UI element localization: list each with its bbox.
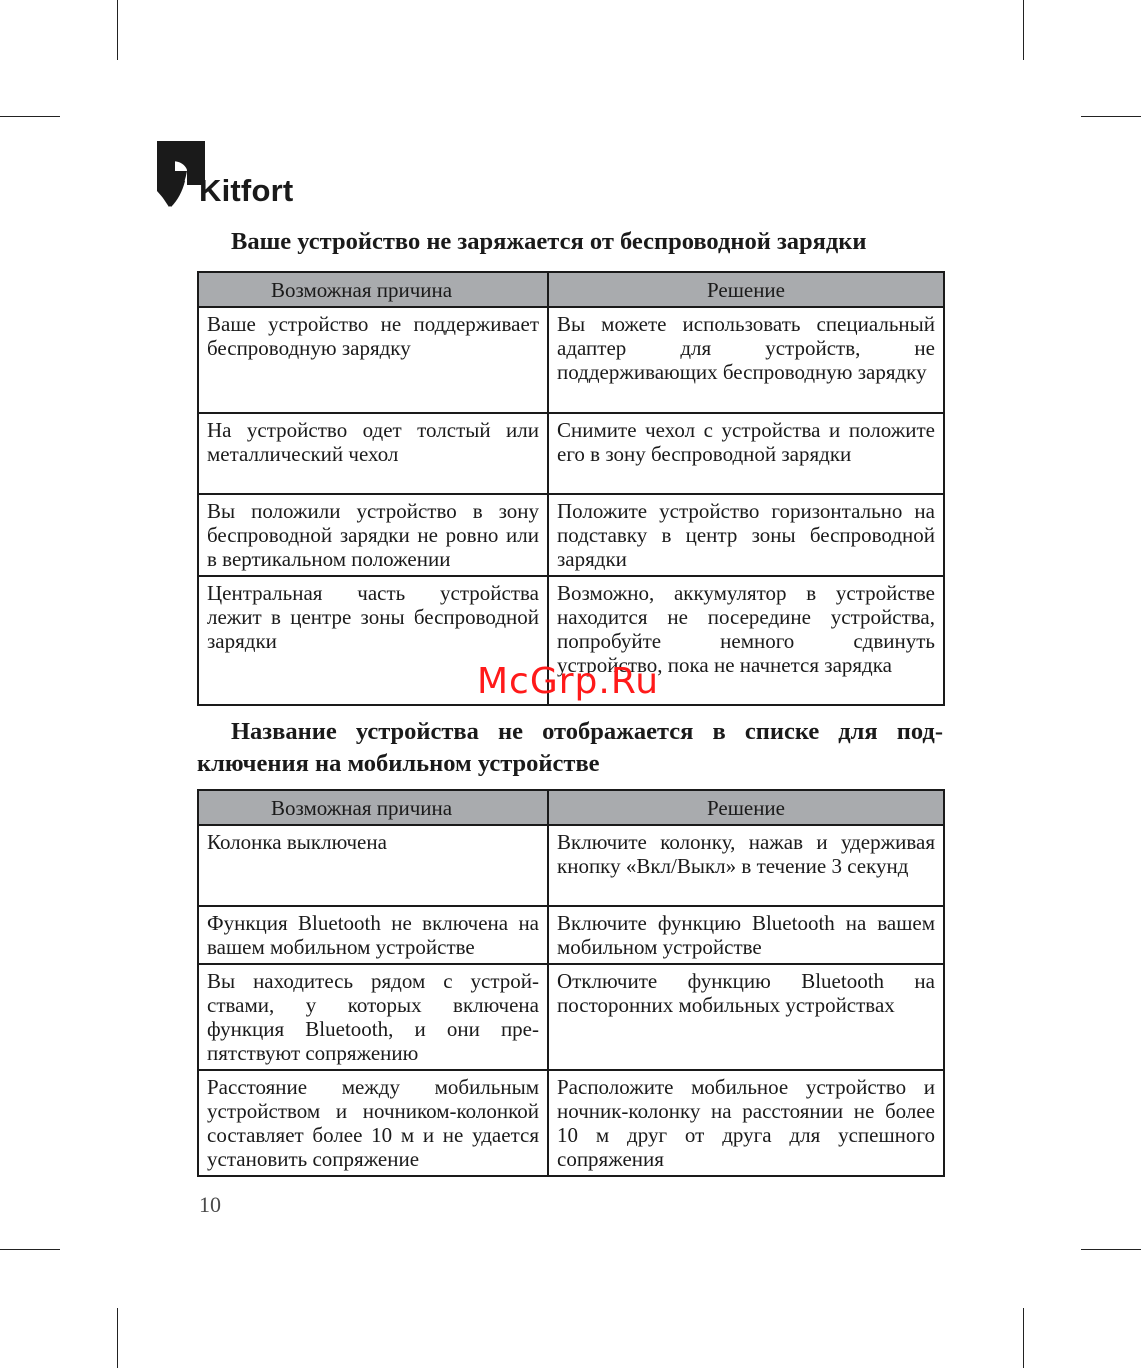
column-header-cause: Возможная причина — [198, 272, 548, 307]
solution-cell: Положите устройство горизонтально на подставку в центр зоны беспроводной зарядки — [548, 494, 944, 576]
crop-mark — [117, 1308, 118, 1368]
watermark: McGrp.Ru — [477, 661, 660, 702]
cause-cell: Центральная часть устройства лежит в центре зоны беспроводной зарядки — [198, 576, 548, 705]
section1-table — [197, 271, 945, 706]
table-header-row — [198, 790, 944, 825]
cause-cell: Ваше устройство не поддерживает беспроводную зарядку — [198, 307, 548, 413]
solution-cell: Отключите функцию Bluetooth на посторонних мобильных устройствах — [548, 964, 944, 1070]
cause-cell: Функция Bluetooth не включена на вашем мобильном устройстве — [198, 906, 548, 964]
table-row — [198, 494, 944, 576]
solution-cell: Возможно, аккумулятор в устройстве находится не посередине устройства, попробуйте немного сдвинуть устройство, пока не начнется зарядка — [548, 576, 944, 705]
solution-cell: Расположите мобильное устройство и ночник-колонку на расстоянии не более 10 м друг от друга для успешного сопряжения — [548, 1070, 944, 1176]
table-row — [198, 906, 944, 964]
crop-mark — [1023, 1308, 1024, 1368]
brand-logo — [157, 141, 317, 213]
cause-cell: Вы положили устройство в зону беспроводной зарядки не ровно или в вертикальном положении — [198, 494, 548, 576]
table-row — [198, 413, 944, 494]
table-row — [198, 825, 944, 906]
section2-heading: Название устройства не отображается в списке для подключения на мобильном устройстве — [197, 718, 943, 777]
cause-cell: Вы находитесь рядом с устройствами, у которых включена функция Bluetooth, и они препятствуют сопряжению — [198, 964, 548, 1070]
cause-cell: Расстояние между мобильным устройством и ночником-колонкой составляет более 10 м и не удается установить сопряжение — [198, 1070, 548, 1176]
section2-table — [197, 789, 945, 1177]
page-number: 10 — [199, 1192, 221, 1217]
solution-cell: Включите колонку, нажав и удерживая кнопку «Вкл/Выкл» в течение 3 секунд — [548, 825, 944, 906]
crop-mark — [0, 116, 60, 117]
crop-mark — [1023, 0, 1024, 60]
solution-cell: Включите функцию Bluetooth на вашем мобильном устройстве — [548, 906, 944, 964]
column-header-solution: Решение — [548, 272, 944, 307]
section1-heading: Ваше устройство не заряжается от беспроводной зарядки — [231, 228, 867, 255]
crop-mark — [1081, 116, 1141, 117]
cause-cell: На устройство одет толстый или металлический чехол — [198, 413, 548, 494]
table-row — [198, 307, 944, 413]
column-header-solution: Решение — [548, 790, 944, 825]
table-row — [198, 1070, 944, 1176]
crop-mark — [1081, 1249, 1141, 1250]
brand-name: Kitfort — [199, 173, 294, 208]
table-header-row — [198, 272, 944, 307]
solution-cell: Вы можете использовать специальный адаптер для устройств, не поддерживающих беспроводную зарядку — [548, 307, 944, 413]
solution-cell: Снимите чехол с устройства и положите его в зону беспроводной зарядки — [548, 413, 944, 494]
column-header-cause: Возможная причина — [198, 790, 548, 825]
crop-mark — [0, 1249, 60, 1250]
table-row — [198, 964, 944, 1070]
crop-mark — [117, 0, 118, 60]
cause-cell: Колонка выключена — [198, 825, 548, 906]
